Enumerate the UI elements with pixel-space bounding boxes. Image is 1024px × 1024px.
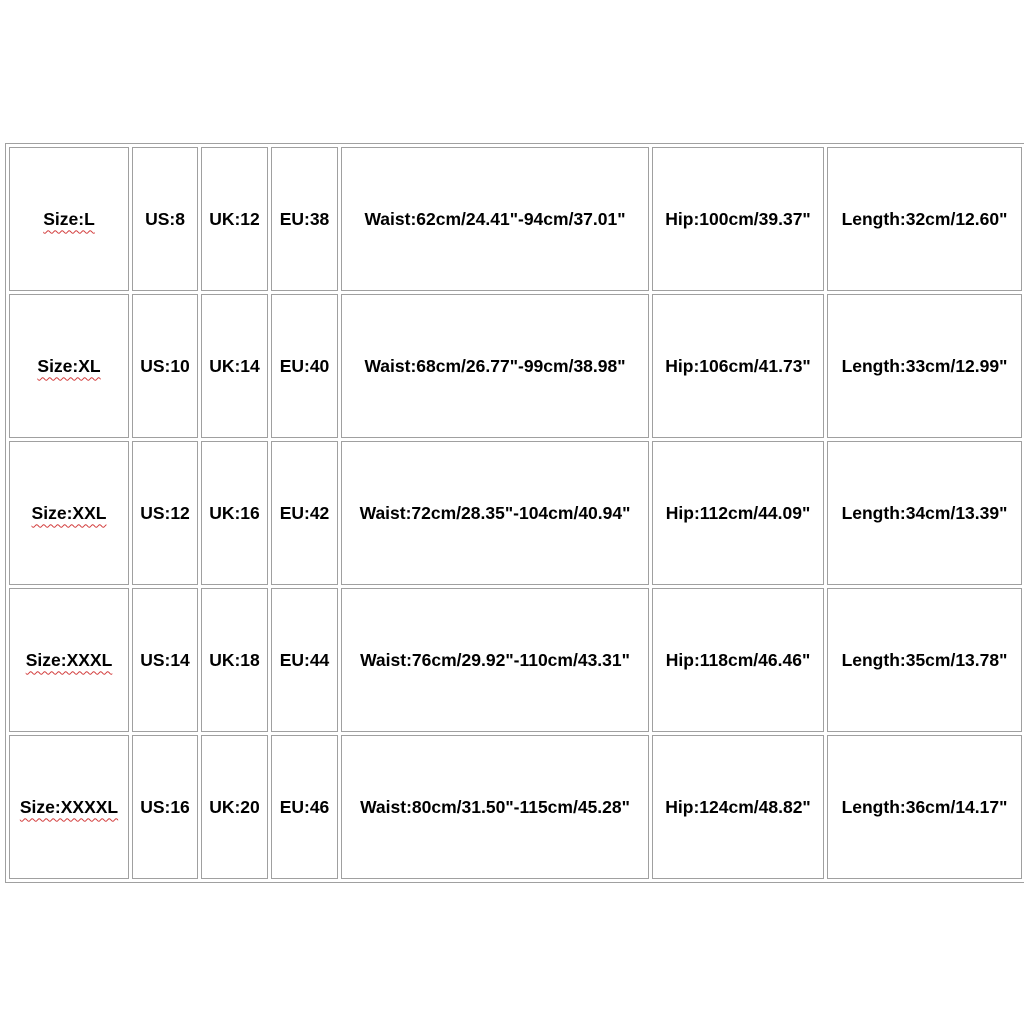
size-label: Size:XXL [31, 502, 107, 523]
eu-size-cell: EU:42 [271, 441, 338, 585]
length-cell: Length:32cm/12.60" [827, 147, 1022, 291]
size-cell [9, 294, 129, 438]
size-cell [9, 735, 129, 879]
uk-size-cell: UK:18 [201, 588, 268, 732]
length-cell: Length:35cm/13.78" [827, 588, 1022, 732]
us-size-cell: US:16 [132, 735, 198, 879]
us-size-cell: US:8 [132, 147, 198, 291]
hip-cell: Hip:100cm/39.37" [652, 147, 824, 291]
length-cell: Length:36cm/14.17" [827, 735, 1022, 879]
uk-size-cell: UK:20 [201, 735, 268, 879]
size-row-xxxxl [9, 735, 1022, 879]
hip-cell: Hip:118cm/46.46" [652, 588, 824, 732]
size-label: Size:XL [37, 355, 101, 376]
us-size-cell: US:10 [132, 294, 198, 438]
eu-size-cell: EU:40 [271, 294, 338, 438]
size-row-xl [9, 294, 1022, 438]
hip-cell: Hip:106cm/41.73" [652, 294, 824, 438]
eu-size-cell: EU:46 [271, 735, 338, 879]
size-row-xxl [9, 441, 1022, 585]
eu-size-cell: EU:38 [271, 147, 338, 291]
size-cell [9, 588, 129, 732]
uk-size-cell: UK:12 [201, 147, 268, 291]
size-label: Size:XXXL [25, 649, 113, 670]
waist-cell: Waist:76cm/29.92"-110cm/43.31" [341, 588, 649, 732]
size-cell [9, 147, 129, 291]
size-label: Size:L [43, 208, 95, 229]
waist-cell: Waist:68cm/26.77"-99cm/38.98" [341, 294, 649, 438]
hip-cell: Hip:112cm/44.09" [652, 441, 824, 585]
size-cell [9, 441, 129, 585]
us-size-cell: US:14 [132, 588, 198, 732]
us-size-cell: US:12 [132, 441, 198, 585]
waist-cell: Waist:62cm/24.41"-94cm/37.01" [341, 147, 649, 291]
uk-size-cell: UK:14 [201, 294, 268, 438]
waist-cell: Waist:72cm/28.35"-104cm/40.94" [341, 441, 649, 585]
length-cell: Length:34cm/13.39" [827, 441, 1022, 585]
size-row-xxxl [9, 588, 1022, 732]
length-cell: Length:33cm/12.99" [827, 294, 1022, 438]
uk-size-cell: UK:16 [201, 441, 268, 585]
waist-cell: Waist:80cm/31.50"-115cm/45.28" [341, 735, 649, 879]
size-row-l [9, 147, 1022, 291]
size-chart-table [5, 143, 1024, 883]
hip-cell: Hip:124cm/48.82" [652, 735, 824, 879]
eu-size-cell: EU:44 [271, 588, 338, 732]
size-label: Size:XXXXL [19, 796, 119, 817]
